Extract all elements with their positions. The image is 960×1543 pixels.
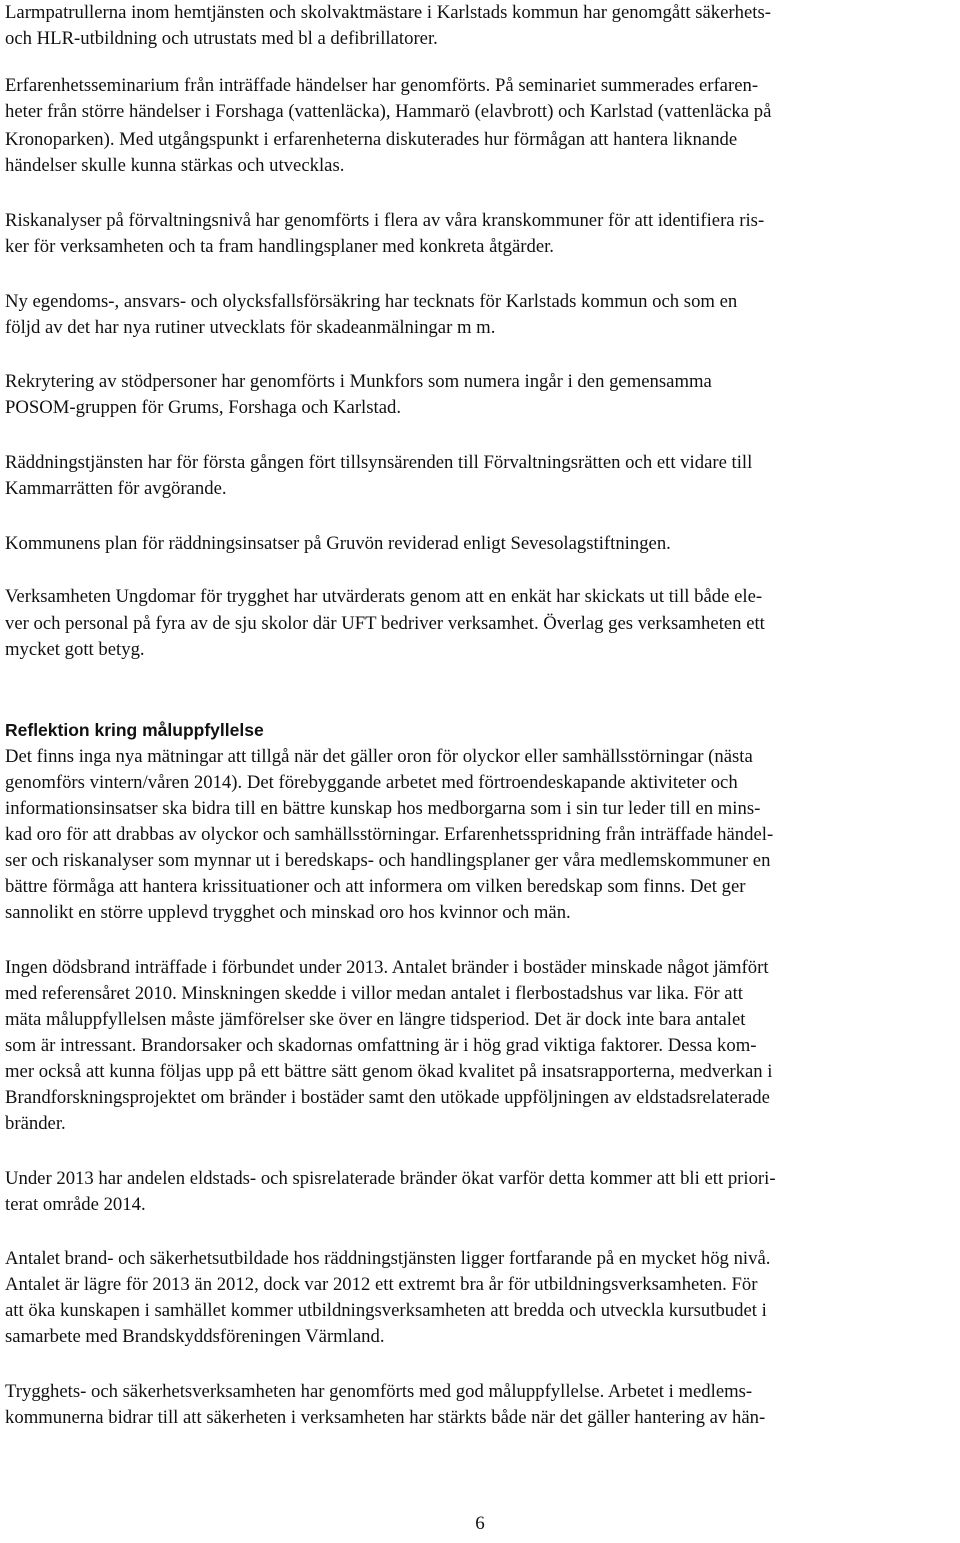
paragraph-line: att öka kunskapen i samhället kommer utbildningsverksamheten att bredda och utveckla kursutbudet i	[5, 1300, 767, 1321]
paragraph-line: mer också att kunna följas upp på ett bättre sätt genom ökad kvalitet på insatsrapporterna, medverkan i	[5, 1061, 773, 1082]
paragraph-line: Trygghets- och säkerhetsverksamheten har genomförts med god måluppfyllelse. Arbetet i medlems-	[5, 1381, 753, 1402]
paragraph-line: mycket gott betyg.	[5, 639, 145, 660]
paragraph-line: Det finns inga nya mätningar att tillgå när det gäller oron för olyckor eller samhällsstörningar (nästa	[5, 746, 753, 767]
paragraph-line: Erfarenhetsseminarium från inträffade händelser har genomförts. På seminariet summerades erfaren-	[5, 75, 759, 96]
paragraph-line: Ny egendoms-, ansvars- och olycksfallsförsäkring har tecknats för Karlstads kommun och som en	[5, 291, 738, 312]
paragraph-line: Brandforskningsprojektet om bränder i bostäder samt den utökade uppföljningen av eldstadsrelaterade	[5, 1087, 770, 1108]
paragraph-line: Ingen dödsbrand inträffade i förbundet under 2013. Antalet bränder i bostäder minskade något jämfört	[5, 957, 769, 978]
paragraph-line: Antalet är lägre för 2013 än 2012, dock var 2012 ett extremt bra år för utbildningsverksamheten. För	[5, 1274, 758, 1295]
paragraph-line: terat område 2014.	[5, 1194, 146, 1215]
paragraph-line: Räddningstjänsten har för första gången fört tillsynsärenden till Förvaltningsrätten och ett vidare till	[5, 452, 753, 473]
paragraph-line: som är intressant. Brandorsaker och skadornas omfattning är i hög grad viktiga faktorer. Dessa kom-	[5, 1035, 757, 1056]
paragraph-line: genomförs vintern/våren 2014). Det förebyggande arbetet med förtroendeskapande aktiviteter och	[5, 772, 738, 793]
paragraph-line: mäta måluppfyllelsen måste jämförelser ske över en längre tidsperiod. Det är dock inte bara antalet	[5, 1009, 746, 1030]
paragraph-line: Under 2013 har andelen eldstads- och spisrelaterade bränder ökat varför detta kommer att bli ett priori-	[5, 1168, 776, 1189]
paragraph-line: Kammarrätten för avgörande.	[5, 478, 227, 499]
paragraph-line: Antalet brand- och säkerhetsutbildade hos räddningstjänsten ligger fortfarande på en mycket hög nivå.	[5, 1248, 771, 1269]
section-heading: Reflektion kring måluppfyllelse	[5, 720, 264, 740]
paragraph-line: ser och riskanalyser som mynnar ut i beredskaps- och handlingsplaner ger våra medlemskommuner en	[5, 850, 771, 871]
paragraph-line: samarbete med Brandskyddsföreningen Värmland.	[5, 1326, 385, 1347]
paragraph-line: heter från större händelser i Forshaga (vattenläcka), Hammarö (elavbrott) och Karlstad (vattenläcka på	[5, 101, 772, 122]
paragraph-line: bättre förmåga att hantera krissituationer och att informera om vilken beredskap som finns. Det ger	[5, 876, 746, 897]
paragraph-line: ver och personal på fyra av de sju skolor där UFT bedriver verksamhet. Överlag ges verksamheten ett	[5, 613, 765, 634]
paragraph-line: kad oro för att drabbas av olyckor och samhällsstörningar. Erfarenhetsspridning från inträffade händel-	[5, 824, 774, 845]
paragraph-line: Kommunens plan för räddningsinsatser på Gruvön reviderad enligt Sevesolagstiftningen.	[5, 533, 671, 554]
page-number: 6	[475, 1513, 485, 1534]
paragraph-line: kommunerna bidrar till att säkerheten i verksamheten har stärkts både när det gäller hantering av hän-	[5, 1407, 766, 1428]
paragraph-line: händelser skulle kunna stärkas och utvecklas.	[5, 155, 345, 176]
paragraph-line: Kronoparken). Med utgångspunkt i erfarenheterna diskuterades hur förmågan att hantera liknande	[5, 129, 738, 150]
paragraph-line: följd av det har nya rutiner utvecklats för skadeanmälningar m m.	[5, 317, 496, 338]
paragraph-line: och HLR-utbildning och utrustats med bl a defibrillatorer.	[5, 28, 438, 49]
paragraph-line: sannolikt en större upplevd trygghet och minskad oro hos kvinnor och män.	[5, 902, 571, 923]
paragraph-line: ker för verksamheten och ta fram handlingsplaner med konkreta åtgärder.	[5, 236, 554, 257]
paragraph-line: Rekrytering av stödpersoner har genomförts i Munkfors som numera ingår i den gemensamma	[5, 371, 712, 392]
paragraph-line: med referensåret 2010. Minskningen skedde i villor medan antalet i flerbostadshus var lika. För att	[5, 983, 743, 1004]
paragraph-line: Verksamheten Ungdomar för trygghet har utvärderats genom att en enkät har skickats ut till både ele-	[5, 586, 763, 607]
paragraph-line: informationsinsatser ska bidra till en bättre kunskap hos medborgarna som i sin tur leder till en mins-	[5, 798, 761, 819]
paragraph-line: POSOM-gruppen för Grums, Forshaga och Karlstad.	[5, 397, 402, 418]
paragraph-line: bränder.	[5, 1113, 66, 1134]
paragraph-line: Larmpatrullerna inom hemtjänsten och skolvaktmästare i Karlstads kommun har genomgått säkerhets-	[5, 2, 771, 23]
paragraph-line: Riskanalyser på förvaltningsnivå har genomförts i flera av våra kranskommuner för att identifiera ris-	[5, 210, 765, 231]
